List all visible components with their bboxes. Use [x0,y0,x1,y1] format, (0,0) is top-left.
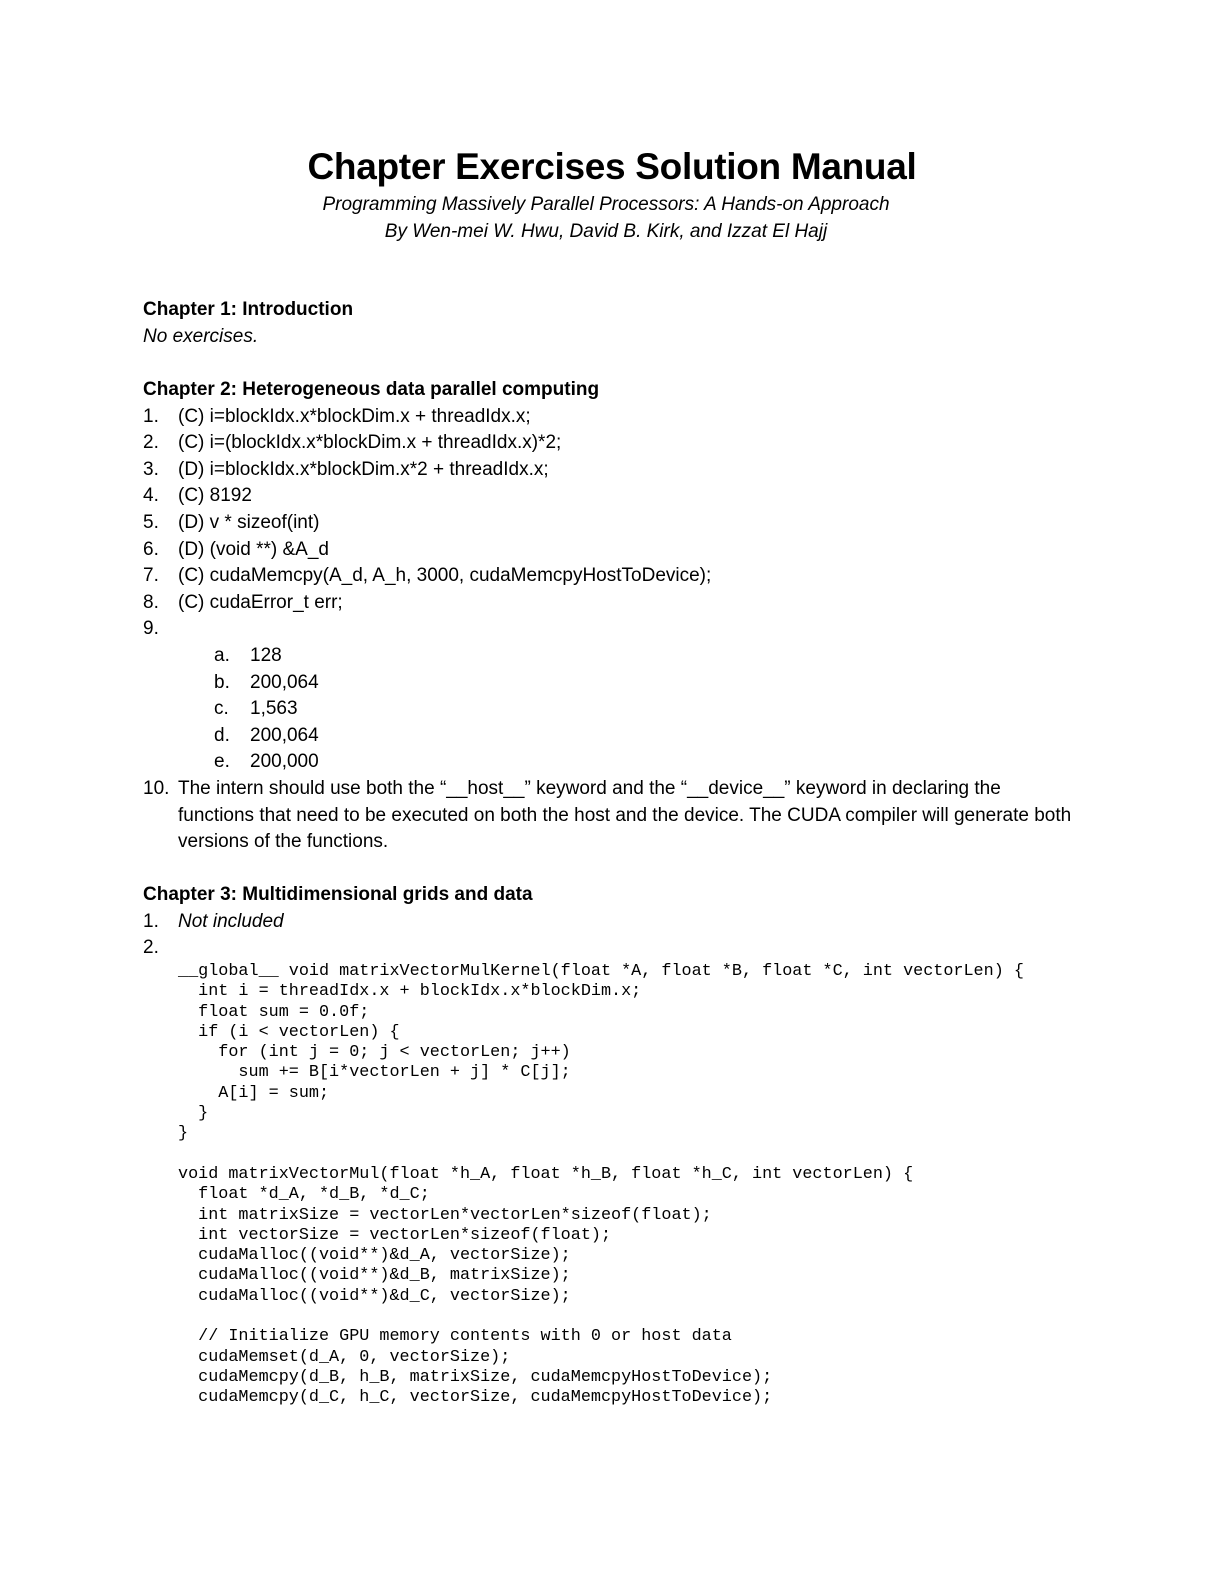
item-answer: The intern should use both the “__host__” keyword and the “__device__” keyword in declaring the functions that need to be executed on both the host and the device. The CUDA compiler will generate both versions of the functions. [178,777,1072,853]
code-block [178,962,1024,1409]
list-item [143,510,1083,537]
chapter-3-heading: Chapter 3: Multidimensional grids and data [143,884,533,905]
code-line: __global__ void matrixVectorMulKernel(float *A, float *B, float *C, int vectorLen) { [178,962,1024,981]
chapter-2-section [143,377,1083,856]
sub-item-answer: 200,000 [250,751,319,773]
sub-item-letter: c. [214,698,229,720]
item-number: 3. [143,458,159,480]
code-line: A[i] = sum; [178,1083,330,1103]
code-line: for (int j = 0; j < vectorLen; j++) [178,1043,571,1063]
item-answer: (C) i=(blockIdx.x*blockDim.x + threadIdx.x)*2; [178,432,562,454]
list-item [143,776,1083,856]
chapter-2-heading: Chapter 2: Heterogeneous data parallel computing [143,379,600,400]
item-answer: (C) cudaMemcpy(A_d, A_h, 3000, cudaMemcpyHostToDevice); [178,565,712,587]
sub-list-item [143,643,1083,670]
sub-item-answer: 200,064 [250,724,319,746]
code-line: cudaMemcpy(d_B, h_B, matrixSize, cudaMemcpyHostToDevice); [178,1367,773,1387]
code-line: float *d_A, *d_B, *d_C; [178,1185,430,1205]
code-line: } [178,1124,189,1144]
sub-item-letter: a. [214,644,230,666]
item-number: 2. [143,937,159,959]
chapter-1-section [143,297,1083,350]
code-line: int matrixSize = vectorLen*vectorLen*sizeof(float); [178,1205,712,1225]
code-line: cudaMemset(d_A, 0, vectorSize); [178,1347,511,1367]
code-line: cudaMalloc((void**)&d_A, vectorSize); [178,1246,571,1266]
code-line: cudaMalloc((void**)&d_B, matrixSize); [178,1266,571,1286]
sub-list-item [143,723,1083,750]
list-item [143,430,1083,457]
sub-list-item [143,696,1083,723]
code-line: } [178,1104,209,1124]
item-number: 1. [143,405,159,427]
chapter-1-note: No exercises. [143,325,259,347]
sub-item-answer: 200,064 [250,671,319,693]
code-line [178,1307,1024,1327]
list-item [143,483,1083,510]
list-item [143,563,1083,590]
item-answer: (C) 8192 [178,485,252,507]
code-line: int vectorSize = vectorLen*sizeof(float); [178,1225,612,1245]
book-subtitle: Programming Massively Parallel Processors: A Hands-on Approach [322,194,890,215]
item-answer: (D) v * sizeof(int) [178,511,320,533]
list-item [143,404,1083,431]
item-answer: (C) cudaError_t err; [178,591,343,613]
list-item [143,590,1083,617]
item-number: 4. [143,485,159,507]
item-answer: (D) i=blockIdx.x*blockDim.x*2 + threadIdx.x; [178,458,549,480]
list-item [143,909,1083,936]
code-line: // Initialize GPU memory contents with 0 or host data [178,1327,732,1347]
item-number: 2. [143,432,159,454]
list-item [143,457,1083,484]
item-number: 1. [143,910,159,932]
code-line: cudaMemcpy(d_C, h_C, vectorSize, cudaMemcpyHostToDevice); [178,1388,773,1408]
sub-item-letter: d. [214,724,230,746]
sub-item-letter: b. [214,671,230,693]
item-number: 10. [143,777,170,799]
code-line: if (i < vectorLen) { [178,1022,400,1042]
sub-item-answer: 1,563 [250,698,298,720]
list-item [143,616,1083,643]
book-authors: By Wen-mei W. Hwu, David B. Kirk, and Izzat El Hajj [384,221,828,242]
item-answer: (C) i=blockIdx.x*blockDim.x + threadIdx.x; [178,405,531,427]
item-number: 5. [143,511,159,533]
item-number: 9. [143,618,159,640]
list-item [143,537,1083,564]
sub-list-item [143,749,1083,776]
document-title: Chapter Exercises Solution Manual [307,146,917,187]
code-line: sum += B[i*vectorLen + j] * C[j]; [178,1063,571,1083]
item-number: 7. [143,565,159,587]
item-number: 6. [143,538,159,560]
sub-item-answer: 128 [250,644,282,666]
item-number: 8. [143,591,159,613]
item-answer: (D) (void **) &A_d [178,538,329,560]
code-line: void matrixVectorMul(float *h_A, float *h_B, float *h_C, int vectorLen) { [178,1164,914,1184]
sub-item-letter: e. [214,751,230,773]
code-line: cudaMalloc((void**)&d_C, vectorSize); [178,1286,571,1306]
item-answer: Not included [178,910,284,932]
chapter-1-heading: Chapter 1: Introduction [143,299,354,320]
code-line [178,1145,1024,1165]
list-item [143,935,1083,962]
sub-list-item [143,670,1083,697]
code-line: int i = threadIdx.x + blockIdx.x*blockDim.x; [178,982,642,1002]
code-line: float sum = 0.0f; [178,1002,370,1022]
chapter-3-section [143,882,1083,962]
